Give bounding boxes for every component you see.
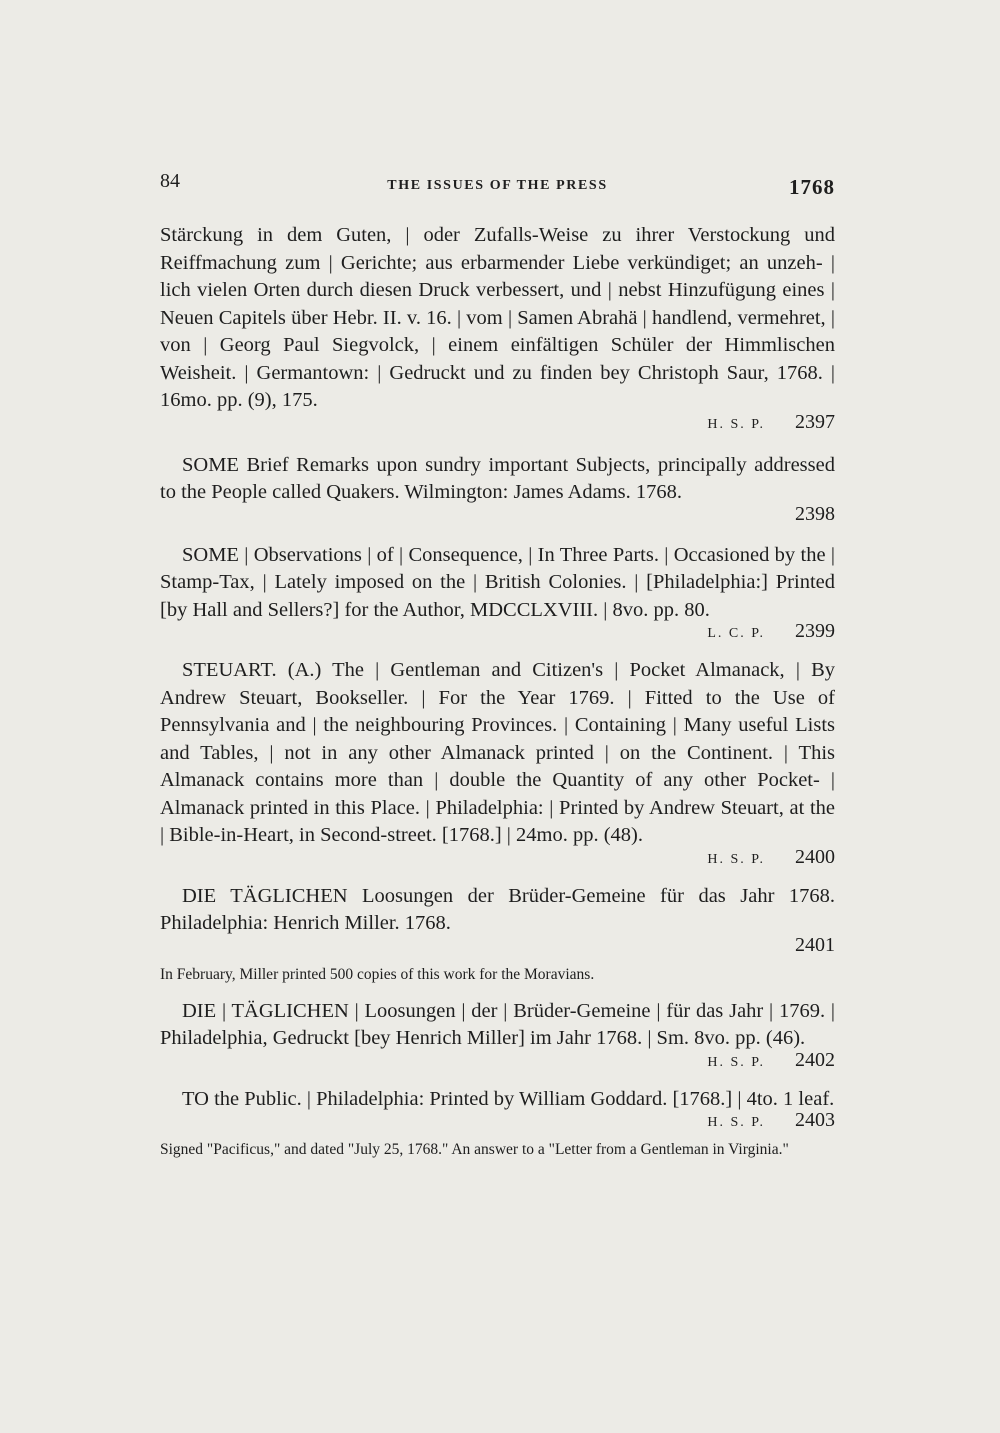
entry-2402 xyxy=(160,998,835,1072)
entry-number: 2397 xyxy=(795,410,835,433)
entry-number: 2402 xyxy=(795,1048,835,1071)
entry-location: H. S. P. xyxy=(707,416,765,432)
header-year: 1768 xyxy=(789,175,835,199)
running-title: THE ISSUES OF THE PRESS xyxy=(387,178,608,193)
entry-text: SOME Brief Remarks upon sundry important Subjects, principally addressed to the People called Quakers. Wilmington: James Adams. 1768. xyxy=(160,453,835,503)
entry-text: DIE | TÄGLICHEN | Loosungen | der | Brüder-Gemeine | für das Jahr | 1769. | Philadelphia, Gedruckt [bey Henrich Miller] im Jahr 1768. | Sm. 8vo. pp. (46). xyxy=(160,999,835,1049)
entry-number: 2399 xyxy=(795,620,835,642)
page-body xyxy=(160,222,835,1159)
entry-2397 xyxy=(160,222,835,434)
entry-text: SOME | Observations | of | Consequence, | In Three Parts. | Occasioned by the | Stamp-Tax, | Lately imposed on the | British Colonies. | [Philadelphia:] Printed [by Hall and Sellers?] for the Author, MDCCLXVIII. | 8vo. pp. 80. xyxy=(160,543,835,621)
entry-2399 xyxy=(160,542,835,644)
entry-2400 xyxy=(160,657,835,869)
entry-note: Signed "Pacificus," and dated "July 25, 1768." An answer to a "Letter from a Gentleman in Virginia." xyxy=(160,1141,789,1158)
entry-text: Stärckung in dem Guten, | oder Zufalls-Weise zu ihrer Verstockung und Reiffmachung zum | Gerichte; aus erbarmender Liebe verkündiget; an unzeh- | lich vielen Orten durch diesen Druck verbessert, und | nebst Hinzufügung eines | Neuen Capitels über Hebr. II. v. 16. | vom | Samen Abrahä | handlend, vermehret, | von | Georg Paul Siegvolck, | einem einfältigen Schüler der Himmlischen Weisheit. | Germantown: | Gedruckt und zu finden bey Christoph Saur, 1768. | 16mo. pp. (9), 175. xyxy=(160,224,835,411)
entry-number: 2401 xyxy=(795,933,835,956)
entry-location: H. S. P. xyxy=(707,851,765,867)
entry-note: In February, Miller printed 500 copies of this work for the Moravians. xyxy=(160,965,595,983)
entry-number: 2400 xyxy=(795,845,835,868)
page-number: 84 xyxy=(160,170,180,192)
page-header xyxy=(160,170,835,202)
entry-text: STEUART. (A.) The | Gentleman and Citizen's | Pocket Almanack, | By Andrew Steuart, Bookseller. | For the Year 1769. | Fitted to the Use of Pennsylvania and | the neighbouring Provinces. | Containing | Many useful Lists and Tables, | not in any other Almanack printed | on the Continent. | This Almanack contains more than | double the Quantity of any other Pocket- | Almanack printed in this Place. | Philadelphia: | Printed by Andrew Steuart, at the | Bible-in-Heart, in Second-street. [1768.] | 24mo. pp. (48). xyxy=(160,659,835,846)
entry-text: DIE TÄGLICHEN Loosungen der Brüder-Gemeine für das Jahr 1768. Philadelphia: Henrich Miller. 1768. xyxy=(160,884,835,934)
entry-text: TO the Public. | Philadelphia: Printed by William Goddard. [1768.] | 4to. 1 leaf. xyxy=(182,1087,835,1110)
entry-number: 2403 xyxy=(795,1109,835,1131)
entry-2403 xyxy=(160,1086,835,1160)
entry-2401 xyxy=(160,883,835,984)
entry-number: 2398 xyxy=(795,502,835,525)
entry-2398 xyxy=(160,452,835,526)
entry-location: H. S. P. xyxy=(707,1115,765,1130)
entry-location: H. S. P. xyxy=(707,1054,765,1070)
entry-location: L. C. P. xyxy=(707,626,765,641)
